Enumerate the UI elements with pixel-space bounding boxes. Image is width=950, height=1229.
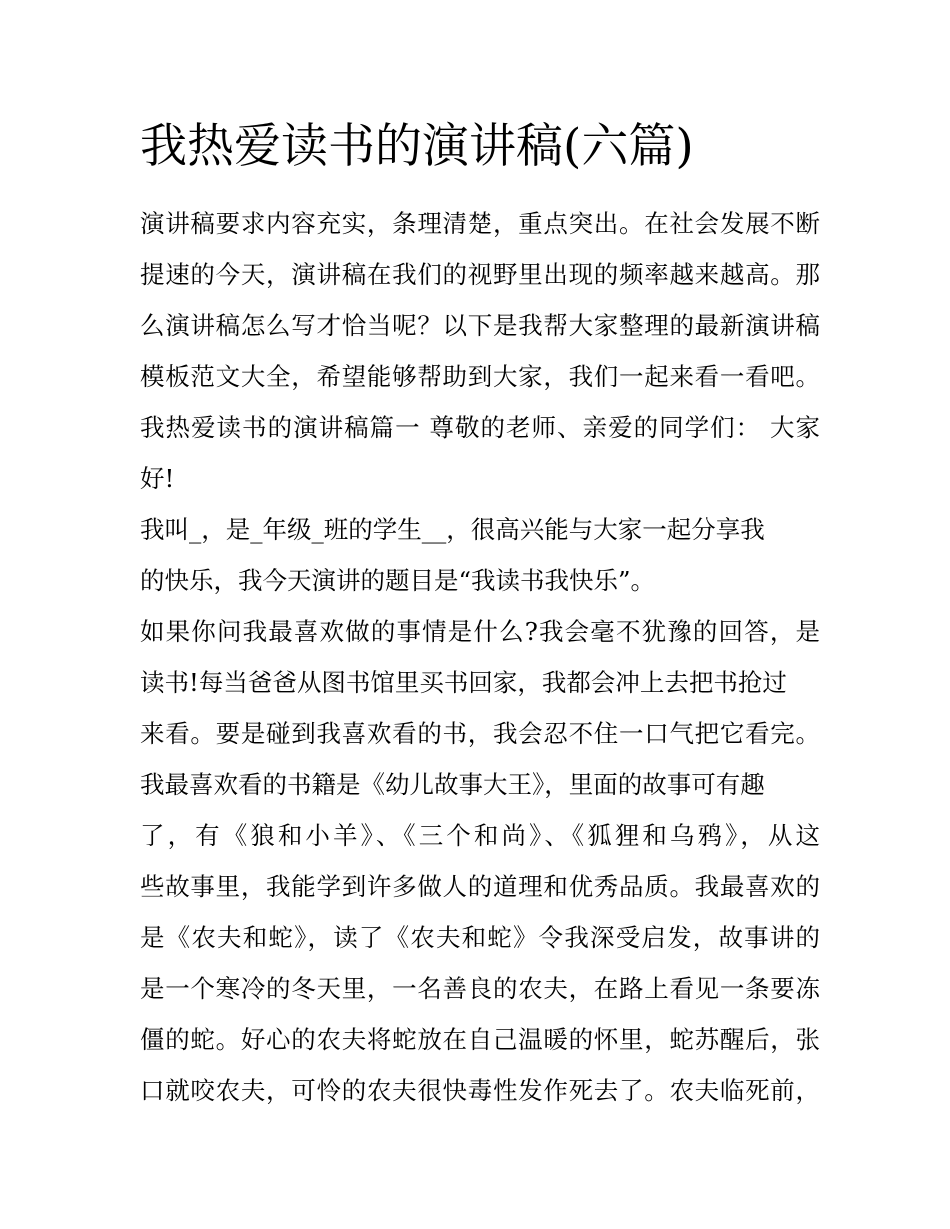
document-body [140,198,820,1116]
body-line: 口就咬农夫，可怜的农夫很快毒性发作死去了。农夫临死前， [140,1076,820,1105]
body-line: 些故事里，我能学到许多做人的道理和优秀品质。我最喜欢的 [140,872,820,901]
body-line: 好! [140,464,175,493]
document-title: 我热爱读书的演讲稿(六篇) [140,119,694,174]
body-line: 来看。要是碰到我喜欢看的书，我会忍不住一口气把它看完。 [140,719,820,748]
body-line: 我热爱读书的演讲稿篇一 尊敬的老师、亲爱的同学们： 大家 [140,413,820,442]
body-line: 读书!每当爸爸从图书馆里买书回家，我都会冲上去把书抢过 [140,668,787,697]
body-line: 的快乐，我今天演讲的题目是“我读书我快乐”。 [140,566,656,595]
body-line: 了，有《狼和小羊》、《三个和尚》、《狐狸和乌鸦》，从这 [140,821,820,850]
body-line: 是《农夫和蛇》，读了《农夫和蛇》令我深受启发，故事讲的 [140,923,820,952]
body-line: 我叫_，是_年级_班的学生__，很高兴能与大家一起分享我 [140,515,765,544]
body-line: 我最喜欢看的书籍是《幼儿故事大王》，里面的故事可有趣 [140,770,765,799]
body-line: 模板范文大全，希望能够帮助到大家，我们一起来看一看吧。 [140,362,820,391]
body-line: 如果你问我最喜欢做的事情是什么?我会毫不犹豫的回答，是 [140,617,820,646]
body-line: 是一个寒冷的冬天里，一名善良的农夫，在路上看见一条要冻 [140,974,820,1003]
body-line: 提速的今天，演讲稿在我们的视野里出现的频率越来越高。那 [140,260,820,289]
body-line: 么演讲稿怎么写才恰当呢？以下是我帮大家整理的最新演讲稿 [140,311,820,340]
body-line: 演讲稿要求内容充实，条理清楚，重点突出。在社会发展不断 [140,209,820,238]
body-line: 僵的蛇。好心的农夫将蛇放在自己温暖的怀里，蛇苏醒后，张 [140,1025,820,1054]
